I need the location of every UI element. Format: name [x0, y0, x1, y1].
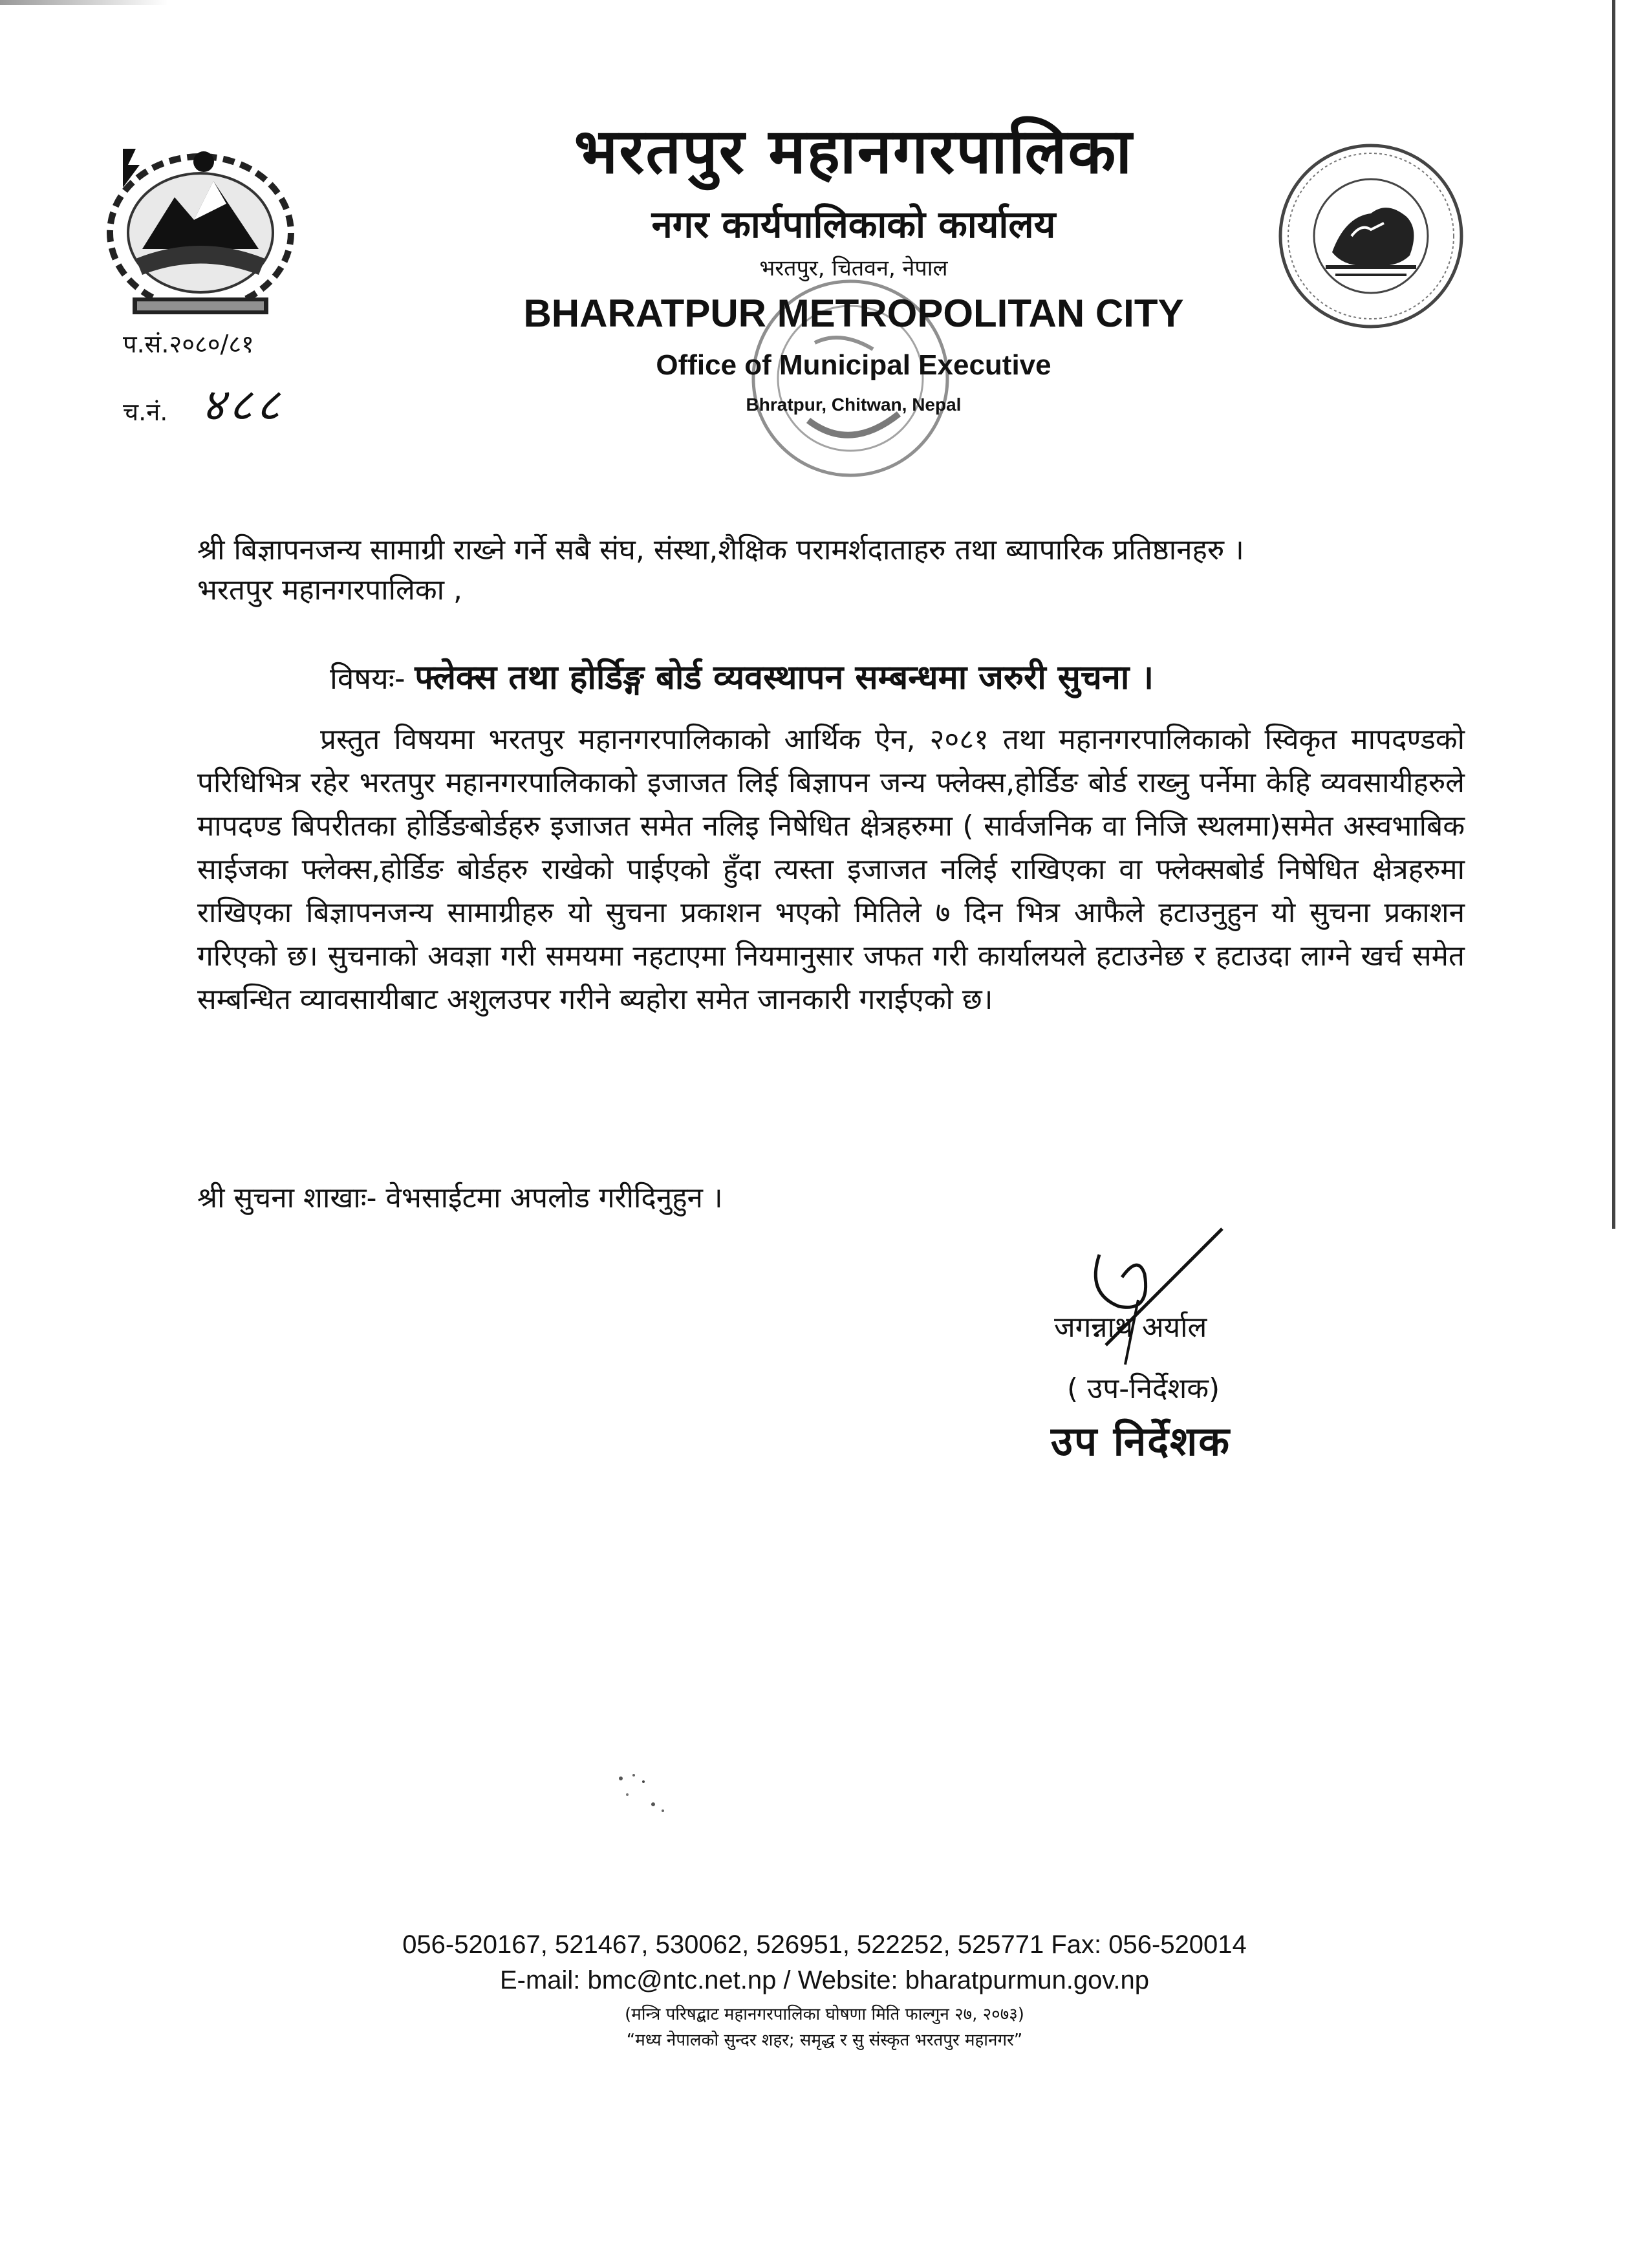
designation-stamp: उप निर्देशक	[1051, 1418, 1231, 1465]
org-title-nepali: भरतपुर महानगरपालिका	[574, 115, 1134, 188]
subject-text: फ्लेक्स तथा होर्डिङ्ग बोर्ड व्यवस्थापन सम्बन्धमा जरुरी सुचना ।	[415, 658, 1154, 697]
footer-declaration-note: (मन्त्रि परिषद्बाट महानगरपालिका घोषणा मिति फाल्गुन २७, २०७३)	[625, 2005, 1024, 2024]
dispatch-label: च.नं.	[123, 398, 168, 426]
footer-motto: “मध्य नेपालको सुन्दर शहर; समृद्ध र सु संस्कृत भरतपुर महानगर”	[626, 2031, 1023, 2050]
fiscal-year-ref: प.सं.२०८०/८१	[123, 330, 254, 358]
notice-body-paragraph: प्रस्तुत विषयमा भरतपुर महानगरपालिकाको आर्थिक ऐन, २०८१ तथा महानगरपालिकाको स्विकृत मापदण्डको परिधिभित्र रहेर भरतपुर महानगरपालिकाको इजाजत लिई बिज्ञापन जन्य फ्लेक्स,होर्डिङ बोर्ड राख्नु पर्नेमा केहि व्यवसायीहरुले मापदण्ड बिपरीतका होर्डिङबोर्डहरु इजाजत समेत नलिइ निषेधित क्षेत्रहरुमा ( सार्वजनिक वा निजि स्थलमा)समेत अस्वभाबिक साईजका फ्लेक्स,होर्डिङ बोर्डहरु राखेको पाईएको हुँदा त्यस्ता इजाजत नलिई राखिएका वा फ्लेक्सबोर्ड निषेधित क्षेत्रहरुमा राखिएका बिज्ञापनजन्य सामाग्रीहरु यो सुचना प्रकाशन भएको मितिले ७ दिन भित्र आफैले हटाउनुहुन यो सुचना प्रकाशन गरिएको छ। सुचनाको अवज्ञा गरी समयमा नहटाएमा नियमानुसार जफत गरी कार्यालयले हटाउनेछ र हटाउदा लाग्ने खर्च समेत सम्बन्धित व्यावसायीबाट अशुलउपर गरीने ब्यहोरा समेत जानकारी गराईएको छ।	[197, 723, 1465, 1016]
office-name-nepali: नगर कार्यपालिकाको कार्यालय	[651, 202, 1056, 246]
recipient-block	[197, 530, 1491, 610]
dispatch-number-handwritten: ४८८	[201, 378, 284, 431]
recipient-line-2: भरतपुर महानगरपालिका ,	[197, 574, 463, 607]
address-nepali: भरतपुर, चितवन, नेपाल	[759, 255, 948, 281]
signatory-name: जगन्नाथ अर्याल	[1054, 1311, 1207, 1344]
recipient-line-1: श्री बिज्ञापनजन्य सामाग्री राख्ने गर्ने सबै संघ, संस्था,शैक्षिक परामर्शदाताहरु तथा ब्यापारिक प्रतिष्ठानहरु ।	[197, 534, 1244, 567]
subject-line	[330, 653, 1154, 699]
address-english: Bhratpur, Chitwan, Nepal	[746, 394, 962, 415]
footer-phone-fax: 056-520167, 521467, 530062, 526951, 522252, 525771 Fax: 056-520014	[402, 1930, 1247, 1959]
office-name-english: Office of Municipal Executive	[656, 349, 1051, 381]
dispatch-number-row	[123, 372, 284, 434]
org-title-english: BHARATPUR METROPOLITAN CITY	[523, 292, 1184, 335]
subject-label: विषयः-	[330, 661, 405, 696]
scan-specks	[608, 1766, 685, 1824]
signatory-designation: ( उप-निर्देशक)	[1067, 1372, 1220, 1405]
footer-email-website: E-mail: bmc@ntc.net.np / Website: bharatpurmun.gov.np	[499, 1966, 1150, 1994]
handwritten-signature-icon	[1061, 1216, 1255, 1384]
cc-information-section: श्री सुचना शाखाः- वेभसाईटमा अपलोड गरीदिनुहुन ।	[197, 1182, 723, 1215]
scan-edge-shadow	[0, 0, 168, 5]
